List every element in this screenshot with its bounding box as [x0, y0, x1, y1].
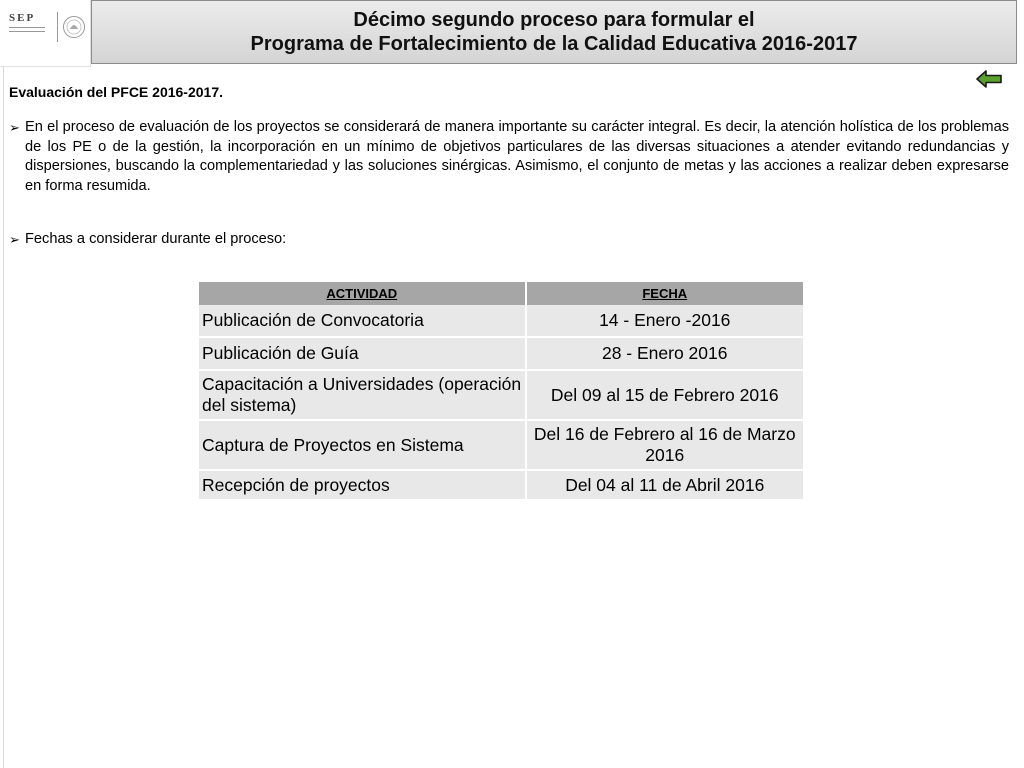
- date-cell: 14 - Enero -2016: [526, 305, 805, 337]
- sep-logo-wordmark: [9, 12, 45, 32]
- column-header-fecha: FECHA: [526, 282, 805, 305]
- table-header-row: [199, 282, 804, 305]
- table-row: [199, 337, 804, 370]
- bullet-item-dates: [9, 230, 1009, 250]
- date-cell: 28 - Enero 2016: [526, 337, 805, 370]
- page-title-line-1: Décimo segundo proceso para formular el: [353, 9, 755, 31]
- table-row: [199, 420, 804, 470]
- activity-cell: Publicación de Guía: [199, 337, 526, 370]
- table-row: [199, 305, 804, 337]
- date-cell: Del 09 al 15 de Febrero 2016: [526, 370, 805, 420]
- title-banner: [91, 0, 1017, 64]
- arrow-bullet-icon: ➢: [9, 120, 20, 135]
- back-arrow-icon[interactable]: [975, 68, 1003, 90]
- date-cell: Del 16 de Febrero al 16 de Marzo 2016: [526, 420, 805, 470]
- activity-cell: Captura de Proyectos en Sistema: [199, 420, 526, 470]
- logo-divider: [57, 12, 58, 42]
- arrow-bullet-icon: ➢: [9, 232, 20, 247]
- section-title: Evaluación del PFCE 2016-2017.: [9, 84, 223, 100]
- sep-logo: [0, 0, 91, 67]
- bullet-text: Fechas a considerar durante el proceso:: [25, 231, 287, 247]
- activity-cell: Capacitación a Universidades (operación del sistema): [199, 370, 526, 420]
- schedule-table: [199, 282, 805, 501]
- activity-cell: Publicación de Convocatoria: [199, 305, 526, 337]
- column-header-actividad: ACTIVIDAD: [199, 282, 526, 305]
- left-border-line: [3, 0, 4, 768]
- page-title-line-2: Programa de Fortalecimiento de la Calidad Educativa 2016-2017: [250, 33, 858, 55]
- bullet-item-evaluation: [9, 118, 1009, 196]
- table-row: [199, 470, 804, 500]
- date-cell: Del 04 al 11 de Abril 2016: [526, 470, 805, 500]
- bullet-text: En el proceso de evaluación de los proyectos se considerará de manera importante su carácter integral. Es decir, la atención holística de los problemas de los PE o de la gestión, la incorporación en un mínimo de objetivos particulares de las diversas situaciones a atender evitando redundancias y dispersiones, buscando la complementariedad y las soluciones sinérgicas. Asimismo, el conjunto de metas y las acciones a realizar deben expresarse en forma resumida.: [25, 119, 1009, 194]
- mexico-seal-icon: [62, 15, 86, 39]
- sep-logo-text: SEP: [9, 12, 36, 24]
- activity-cell: Recepción de proyectos: [199, 470, 526, 500]
- table-row: [199, 370, 804, 420]
